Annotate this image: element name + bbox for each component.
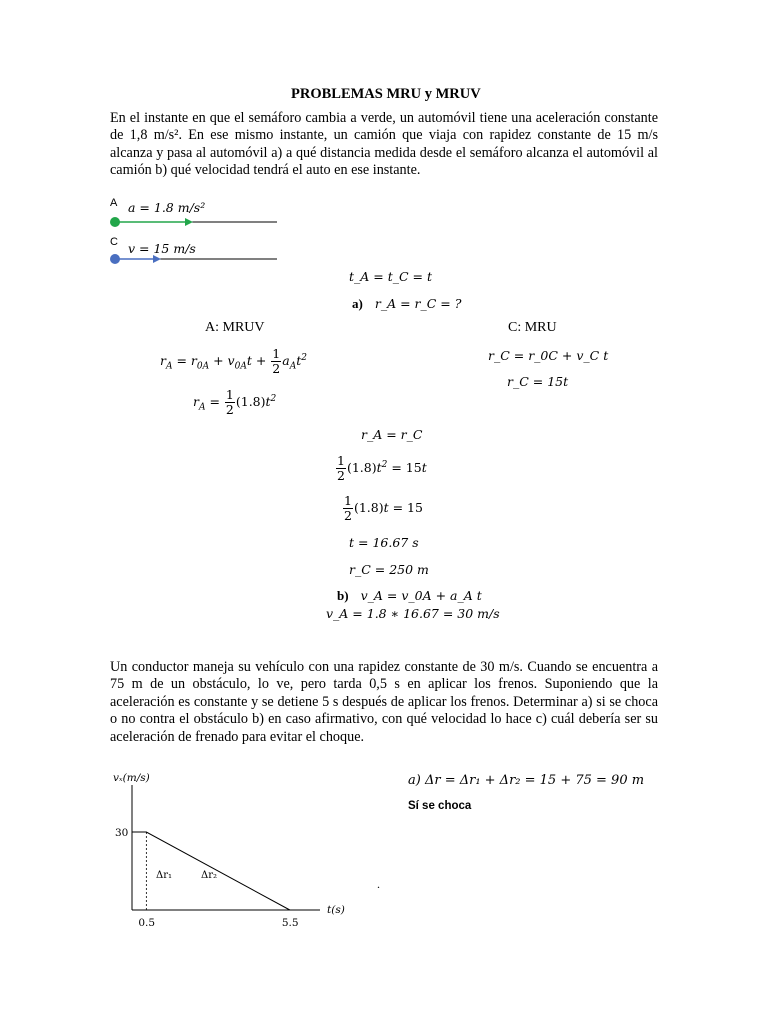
- stray-dot: .: [377, 877, 380, 891]
- label-c: C: [110, 236, 118, 248]
- eq-ra-sub: $r_A$ = $\frac{1}{2}$ $(1.8)t^2$: [193, 387, 277, 417]
- eq-ra-general: $r_A = r_{0A} + v_{0A}t$ + $\frac{1}{2}$ $a_At^2$: [160, 346, 307, 376]
- diagram-c: [105, 249, 285, 269]
- area-label-1: Δr₁: [156, 870, 173, 881]
- x-tick-label: 5.5: [281, 917, 299, 929]
- eq-step-1: $\frac{1}{2}$ $(1.8)t^2 = 15t$: [337, 453, 427, 483]
- answer-text: Sí se choca: [408, 800, 472, 812]
- area-label-2: Δr₂: [201, 870, 218, 881]
- fraction-half: $\frac{1}{2}$: [225, 387, 234, 417]
- problem-2-text: Un conductor maneja su vehículo con una rapidez constante de 30 m/s. Cuando se encuentra a 75 m de un obstáculo, lo ve, pero tarda 0,5 s en aplicar los frenos. Suponiendo que la aceleración es constante y se detiene 5 s después de aplicar los frenos. Determinar a) si se choca o no contra el obstáculo b) en caso afirmativo, con qué velocidad lo hace c) cuál debería ser su aceleración de frenado para evitar el choque.: [110, 659, 658, 745]
- eq-a-accel: a = 1.8 m/s²: [128, 200, 206, 215]
- eq-times: t_A = t_C = t: [349, 269, 433, 284]
- x-axis-label: t(s): [327, 904, 345, 916]
- eq-ra-equals-rc: r_A = r_C: [361, 427, 423, 442]
- part-b-row: [337, 587, 482, 605]
- eq-t-result: t = 16.67 s: [349, 535, 419, 550]
- fraction-half: $\frac{1}{2}$: [344, 493, 352, 523]
- answer-a: a) Δr = Δr₁ + Δr₂ = 15 + 75 = 90 m: [408, 773, 645, 788]
- eq-c-velocity: v = 15 m/s: [128, 241, 196, 256]
- label-a: A: [110, 197, 118, 209]
- fraction-half: $\frac{1}{2}$: [337, 453, 345, 483]
- col-c-head: C: MRU: [508, 320, 557, 335]
- dot-c: [110, 254, 120, 264]
- x-tick-label: 0.5: [138, 917, 156, 929]
- part-a-label: a): [352, 296, 363, 311]
- dot-a: [110, 217, 120, 227]
- eq-step-2: $\frac{1}{2}$ (1.8)t = 15: [344, 493, 423, 523]
- y-tick-label: 30: [115, 827, 129, 839]
- eq-rc-15t: r_C = 15t: [507, 374, 569, 389]
- part-a-eq: r_A = r_C = ?: [374, 296, 462, 311]
- eq-rc-general: r_C = r_0C + v_C t: [488, 348, 609, 363]
- eq-va-general: v_A = v_0A + a_A t: [360, 588, 482, 603]
- y-axis-label: vₓ(m/s): [113, 772, 150, 784]
- eq-va-result: v_A = 1.8 ∗ 16.67 = 30 m/s: [326, 606, 500, 621]
- problem-1-text: En el instante en que el semáforo cambia a verde, un automóvil tiene una aceleración constante de 1,8 m/s². En ese mismo instante, un camión que viaja con rapidez constante de 15 m/s alcanza y pasa al automóvil a) a qué distancia medida desde el semáforo alcanza el automóvil al camión b) qué velocidad tendrá el auto en ese instante.: [110, 110, 658, 179]
- diagram-a: [105, 212, 285, 232]
- part-b-label: b): [337, 588, 349, 603]
- part-a-row: [352, 295, 461, 313]
- fraction-half: $\frac{1}{2}$: [272, 346, 281, 376]
- page-title: PROBLEMAS MRU y MRUV: [291, 86, 481, 102]
- col-a-head: A: MRUV: [205, 320, 265, 335]
- velocity-time-chart: [105, 765, 365, 935]
- eq-rc-result: r_C = 250 m: [349, 562, 429, 577]
